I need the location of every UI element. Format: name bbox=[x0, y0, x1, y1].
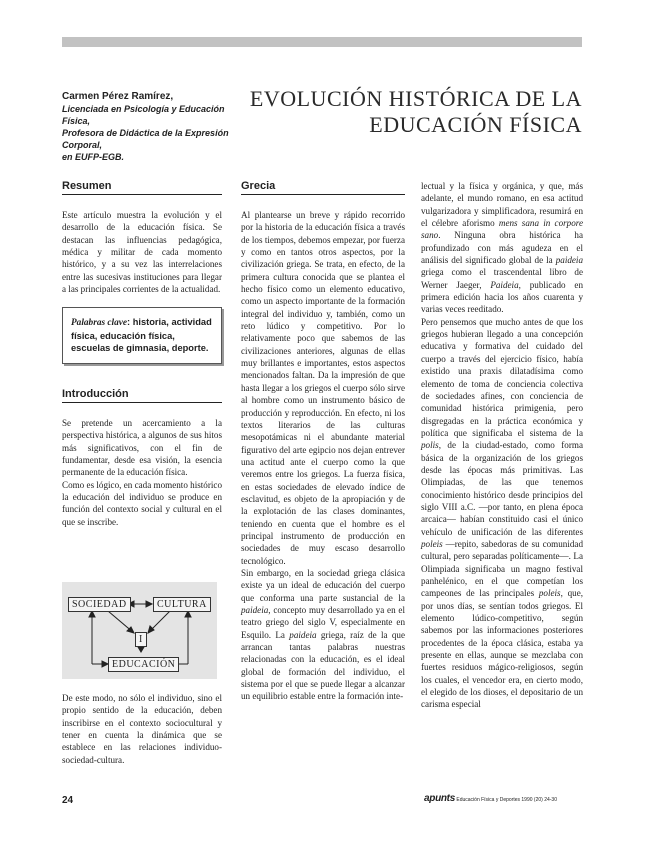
column-left bbox=[62, 180, 222, 528]
educacion-box: EDUCACIÓN bbox=[108, 657, 179, 672]
journal-citation: Educación Física y Deportes 1990 (20) 24-30 bbox=[456, 797, 557, 803]
text-run-italic: paideia bbox=[289, 629, 317, 640]
top-rule bbox=[62, 37, 582, 47]
keywords-text: : historia, actividad física, educación física, escuelas de gimnasia, deporte. bbox=[71, 317, 212, 354]
column-middle bbox=[241, 180, 405, 703]
text-run: . Ninguna obra histórica ha profundizado con más agudeza en el análisis del significado global de la bbox=[421, 230, 583, 266]
resumen-heading: Resumen bbox=[62, 180, 222, 195]
text-run: griega, raíz de la que arrancan tantas palabras nuestras relacionadas con la educación, es el ideal global de formación del individuo, el sistema por el que se puede llegar a alcanzar un equilibrio estable entre la formación inte- bbox=[241, 629, 406, 702]
author-name: Carmen Pérez Ramírez, bbox=[62, 91, 174, 102]
author-block bbox=[62, 91, 252, 163]
text-run: Pero pensemos que mucho antes de que los griegos hubieran llegado a una concepción educativa y formativa del cuidado del cuerpo a través del ejercicio físico, había existido una praxis dilatadísima como elemento de toma de conciencia colectiva de sociedades afines, con conciencia de comunidad histórica primigenia, pero disgregadas en la práctica económica y política que significaba el sistema de la bbox=[421, 316, 583, 438]
text-run: , concepto muy desarrollado ya en el teatro griego del siglo V, especialmente en Esquilo. La bbox=[241, 605, 405, 640]
grecia-paragraph bbox=[241, 567, 405, 703]
page-number: 24 bbox=[62, 795, 74, 806]
col3-paragraph bbox=[421, 180, 583, 316]
col3-text bbox=[421, 180, 583, 711]
text-run: griega como el trascendental libro de Werner Jaeger, bbox=[421, 267, 583, 290]
title-line: EVOLUCIÓN HISTÓRICA DE LA bbox=[249, 86, 582, 111]
introduccion-heading: Introducción bbox=[62, 388, 222, 403]
column-right bbox=[421, 180, 583, 711]
text-run: , de la ciudad-estado, como forma básica de la organización de los griegos desde las épocas más primitivas. Las Olimpiadas, de las que tenemos conocimiento histórico desde principios del siglo VIII a.C. —por tanto, en plena época arcaica— habían constituido casi el único vehículo de unificación de las diferentes bbox=[421, 440, 583, 537]
keywords-box bbox=[62, 307, 222, 364]
author-line: Profesora de Didáctica de la Expresión Corporal, bbox=[62, 128, 229, 150]
text-run-italic: polis bbox=[421, 440, 439, 451]
text-run: lectual y la física y orgánica, y que, más adelante, el mundo romano, en esa actitud vulgarizadora y simplificadora, resumirá en el célebre aforismo bbox=[421, 181, 583, 229]
intro-paragraph: Se pretende un acercamiento a la perspectiva histórica, a algunos de sus hitos más significativos, con el fin de fundamentar, desde esa visión, la esencia permanente de la educación física. bbox=[62, 417, 222, 478]
text-run-italic: Paideia bbox=[490, 279, 519, 290]
intro-after-diagram bbox=[62, 692, 222, 766]
individuo-box: I bbox=[135, 632, 147, 647]
text-run-italic: paideia bbox=[241, 605, 269, 615]
journal-footer bbox=[424, 793, 584, 804]
introduccion-text bbox=[62, 417, 222, 528]
sociedad-box: SOCIEDAD bbox=[68, 597, 131, 612]
text-run-italic: poleis bbox=[421, 538, 443, 549]
journal-brand: apunts bbox=[424, 793, 455, 804]
text-run: , publicado en primera edición hacia los años cuarenta y varias veces reeditado. bbox=[421, 279, 583, 315]
article-title bbox=[242, 86, 582, 138]
title-line: EDUCACIÓN FÍSICA bbox=[369, 112, 582, 137]
text-run: , que, por unos días, se sentían todos griegos. El elemento lúdico-competitivo, según sabemos por las informaciones posteriores procedentes de la época clásica, estaba ya presente en ellas, aunque se mezclaba con fuertes residuos mágico-religiosos, según los cuales, el vencedor era, en cierto modo, el elegido de los dioses, el depositario de un carisma especial bbox=[421, 588, 584, 710]
keywords-label: Palabras clave bbox=[71, 318, 128, 329]
sociedad-cultura-diagram bbox=[62, 582, 217, 679]
grecia-text bbox=[241, 209, 405, 703]
text-run-italic: poleis bbox=[538, 588, 561, 599]
grecia-heading: Grecia bbox=[241, 180, 405, 195]
text-run: —repito, sabedoras de su comunidad cultural, pero separadas políticamente—. La Olimpiada significaba un magno festival panhelénico, en el que competían los campeones de las principales bbox=[421, 538, 583, 599]
author-line: Licenciada en Psicología y Educación Física, bbox=[62, 104, 225, 126]
text-run: Sin embargo, en la sociedad griega clásica existe ya un ideal de educación del cuerpo que conforma una parte sustancial de la bbox=[241, 567, 405, 603]
resumen-paragraph: Este artículo muestra la evolución y el desarrollo de la educación física. Se destacan las influencias pedagógica, médica y militar de cada momento histórico, y a su vez las interrelaciones entre las sucesivas instituciones para llegar a las principales corrientes de la actualidad. bbox=[62, 210, 222, 295]
cultura-box: CULTURA bbox=[153, 597, 211, 612]
resumen-text bbox=[62, 209, 222, 295]
intro-paragraph: Como es lógico, en cada momento histórico la educación del individuo se produce en función del contexto social y cultural en el que se inscribe. bbox=[62, 479, 222, 527]
intro-paragraph: De este modo, no sólo el individuo, sino el propio sentido de la educación, deben inscribirse en el contexto sociocultural y tener en cuenta la dinámica que se establece en las relaciones individuo-sociedad-cultura. bbox=[62, 693, 222, 765]
text-run-italic: paideia bbox=[555, 255, 583, 266]
author-line: en EUFP-EGB. bbox=[62, 152, 125, 162]
text-run-italic: mens sana in corpore sano bbox=[421, 218, 583, 241]
grecia-paragraph: Al plantearse un breve y rápido recorrido por la historia de la educación física a través de los tiempos, debemos empezar, por fuerza y como en tantos otros aspectos, por la civilización griega. Se trata, en efecto, de la primera cultura conocida que se plantea el hecho físico como un elemento educativo, como un aspecto importante de la formación integral del individuo y, también, como un reto lúdico y competitivo. Por lo relativamente poco que sabemos de las civilizaciones anteriores, algunas de ellas muy brillantes e importantes, estos aspectos mencionados faltan. Da la impresión de que hasta llegar a los griegos el cuerpo sólo sirve al hombre como un instrumento básico de producción y reproducción. En efecto, ni los textos literarios de las culturas mesopotámicas ni el abundante material figurativo del arte egipcio nos dejan entrever una actitud ante el cuerpo como la que veremos entre los griegos. La fuerza física, en estas sociedades de elevado índice de esclavitud, es objeto de la apropiación y de la explotación de las clases dominantes, teniendo en cuenta que el hombre es el principal instrumento de producción en sociedades de muy escaso desarrollo tecnológico. bbox=[241, 210, 405, 566]
col3-paragraph bbox=[421, 316, 583, 711]
